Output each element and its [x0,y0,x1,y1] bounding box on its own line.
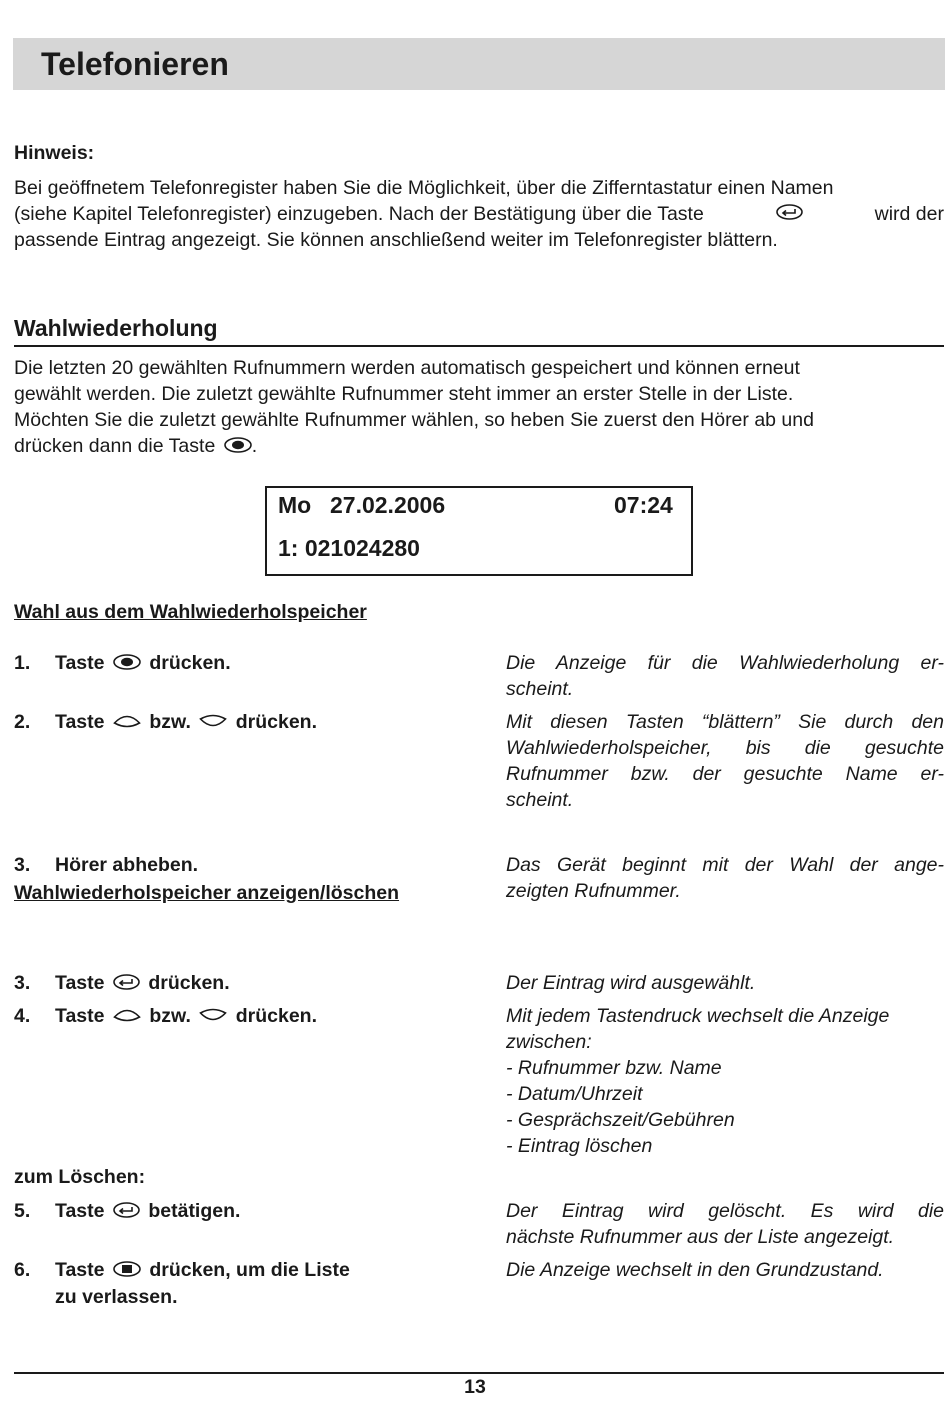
desc-line: Das Gerät beginnt mit der Wahl der ange- [506,854,944,876]
redial-line-2: gewählt werden. Die zuletzt gewählte Rufnummer steht immer an erster Stelle in der Liste. [14,383,794,405]
down-key-icon [199,710,227,736]
hint-line-1: Bei geöffnetem Telefonregister haben Sie die Möglichkeit, über die Zifferntastatur einen Namen [14,177,834,199]
step-text: Hörer abheben. [55,854,199,876]
list-item: - Rufnummer bzw. Name [506,1057,722,1079]
desc-line: zeigten Rufnummer. [506,880,681,902]
desc-line: Wahlwiederholspeicher, bis die gesuchte [506,737,944,759]
manage-step-5-desc [506,1198,944,1250]
desc-line: scheint. [506,789,574,811]
step-number: 3. [14,854,31,876]
page-number: 13 [464,1376,486,1398]
step-text: Taste [55,652,105,674]
display-date: 27.02.2006 [330,492,446,518]
desc-line: Der Eintrag wird gelöscht. Es wird die [506,1200,944,1222]
section-heading-redial: Wahlwiederholung [14,315,218,341]
redial-line-3: Möchten Sie die zuletzt gewählte Rufnummer wählen, so heben Sie zuerst den Hörer ab und [14,409,814,431]
select-step-3-desc [506,852,944,904]
desc-line: nächste Rufnummer aus der Liste angezeigt. [506,1226,895,1248]
up-key-icon [113,710,141,736]
step-number: 2. [14,711,31,733]
hint-line-2a: (siehe Kapitel Telefonregister) einzugeben. Nach der Bestätigung über die Taste [14,203,704,225]
step-text: Taste [55,711,105,733]
enter-key-icon [113,971,140,997]
manage-step-4-desc [506,1003,944,1159]
step-text: Taste [55,1200,105,1222]
desc-line: zwischen: [506,1031,592,1053]
step-text: Taste [55,972,105,994]
select-step-2-desc [506,709,944,813]
step-number: 5. [14,1200,31,1222]
hint-paragraph [14,175,944,253]
select-step-1-desc [506,650,944,702]
step-text: drücken, um die Liste [149,1259,350,1281]
step-text: Taste [55,1005,105,1027]
down-key-icon [199,1004,227,1030]
page-title: Telefonieren [41,46,229,82]
redial-line-1: Die letzten 20 gewählten Rufnummern werden automatisch gespeichert und können erneut [14,357,800,379]
desc-line: Rufnummer bzw. der gesuchte Name er- [506,763,944,785]
hint-line-3: passende Eintrag angezeigt. Sie können anschließend weiter im Telefonregister blättern. [14,229,778,251]
step-number: 3. [14,972,31,994]
manage-step-3-desc: Der Eintrag wird ausgewählt. [506,972,756,994]
redial-line-4 [14,433,944,460]
section-rule [14,345,944,347]
stop-key-icon [113,1258,141,1284]
step-text: Taste [55,1259,105,1281]
redial-paragraph [14,355,944,460]
desc-line: scheint. [506,678,574,700]
display-day: Mo [278,492,312,518]
manage-step-5 [14,1198,240,1225]
desc-line: Die Anzeige für die Wahlwiederholung er- [506,652,944,674]
delete-label: zum Löschen: [14,1166,146,1188]
hint-line-2 [14,201,944,227]
display-entry: 1: 021024280 [278,535,420,561]
display-time: 07:24 [614,492,673,518]
manage-step-6-desc: Die Anzeige wechselt in den Grundzustand. [506,1259,884,1281]
step-text: betätigen. [148,1200,241,1222]
footer-rule [14,1372,944,1374]
desc-line: Mit jedem Tastendruck wechselt die Anzeige [506,1005,890,1027]
select-step-2 [14,709,317,736]
list-item: - Gesprächszeit/Gebühren [506,1109,735,1131]
enter-key-icon [113,1199,140,1225]
step-number: 6. [14,1259,31,1281]
step-text: drücken. [235,1005,317,1027]
header-bar [13,38,945,90]
redial-key-icon [224,434,252,460]
redial-line-4b: . [251,435,258,457]
hint-line-2b: wird der [874,203,944,225]
phone-display [265,486,693,576]
select-step-1 [14,650,231,677]
step-text: drücken. [235,711,317,733]
step-text: drücken. [148,972,230,994]
up-key-icon [113,1004,141,1030]
subheading-manage: Wahlwiederholspeicher anzeigen/löschen [14,882,400,904]
step-text: drücken. [149,652,231,674]
step-text: bzw. [149,1005,191,1027]
list-item: - Eintrag löschen [506,1135,653,1157]
desc-line: Mit diesen Tasten “blättern” Sie durch den [506,711,944,733]
step-text: bzw. [149,711,191,733]
step-text: zu verlassen. [55,1285,178,1308]
subheading-select: Wahl aus dem Wahlwiederholspeicher [14,601,367,623]
manage-step-4 [14,1003,317,1030]
list-item: - Datum/Uhrzeit [506,1083,643,1105]
hint-label: Hinweis: [14,142,95,164]
redial-line-4a: drücken dann die Taste [14,435,216,457]
manage-step-6 [14,1257,350,1310]
enter-key-icon [776,201,803,227]
select-step-3 [14,852,198,878]
step-number: 1. [14,652,31,674]
step-number: 4. [14,1005,31,1027]
manage-step-3 [14,970,230,997]
redial-key-icon [113,651,141,677]
